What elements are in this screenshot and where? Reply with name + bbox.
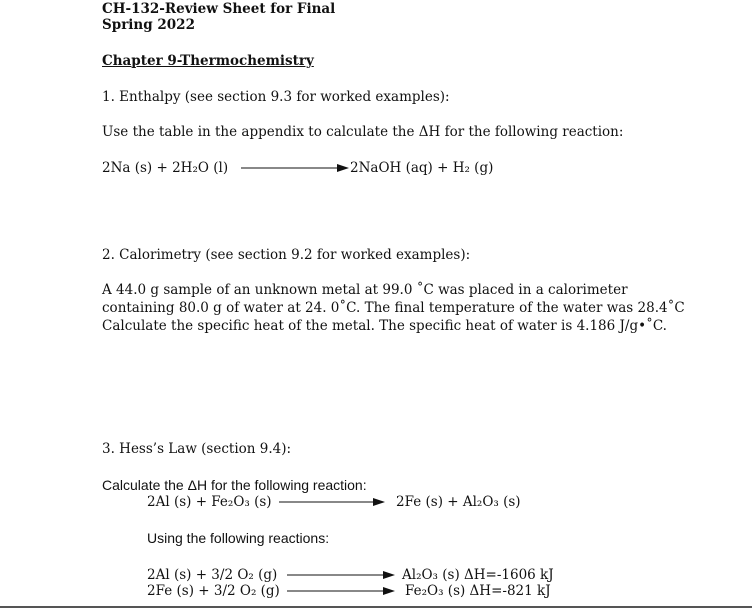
term-label: Spring 2022 <box>102 17 195 33</box>
q3-step1-reactants: 2Al (s) + 3/2 O₂ (g) <box>147 567 278 583</box>
reaction-arrow <box>287 569 397 581</box>
page-bottom-border <box>0 606 752 608</box>
q3-step2-reactants: 2Fe (s) + 3/2 O₂ (g) <box>147 583 280 599</box>
q2-text-line-3: Calculate the specific heat of the metal. The specific heat of water is 4.186 J/g•˚C. <box>102 318 667 334</box>
reaction-arrow <box>241 162 351 174</box>
q3-heading: 3. Hess’s Law (section 9.4): <box>102 441 292 457</box>
course-title: CH-132-Review Sheet for Final <box>102 1 336 17</box>
q1-reaction-products: 2NaOH (aq) + H₂ (g) <box>350 160 494 176</box>
reaction-arrow <box>287 585 397 597</box>
q1-heading: 1. Enthalpy (see section 9.3 for worked examples): <box>102 89 450 105</box>
q3-target-products: 2Fe (s) + Al₂O₃ (s) <box>396 494 521 510</box>
q3-instruction: Calculate the ΔH for the following reaction: <box>102 477 367 493</box>
q2-heading: 2. Calorimetry (see section 9.2 for worked examples): <box>102 247 471 263</box>
q1-reaction-reactants: 2Na (s) + 2H₂O (l) <box>102 160 229 176</box>
q2-text-line-1: A 44.0 g sample of an unknown metal at 99.0 ˚C was placed in a calorimeter <box>102 282 628 298</box>
q3-step2-products: Fe₂O₃ (s) ΔH=-821 kJ <box>405 583 551 599</box>
chapter-title: Chapter 9-Thermochemistry <box>102 53 314 69</box>
q3-target-reactants: 2Al (s) + Fe₂O₃ (s) <box>147 494 272 510</box>
q3-step1-products: Al₂O₃ (s) ΔH=-1606 kJ <box>402 567 554 583</box>
q1-instruction: Use the table in the appendix to calculate the ΔH for the following reaction: <box>102 124 624 140</box>
reaction-arrow <box>279 496 389 508</box>
q2-text-line-2: containing 80.0 g of water at 24. 0˚C. The final temperature of the water was 28.4˚C <box>102 300 685 316</box>
q3-using-label: Using the following reactions: <box>147 530 330 546</box>
